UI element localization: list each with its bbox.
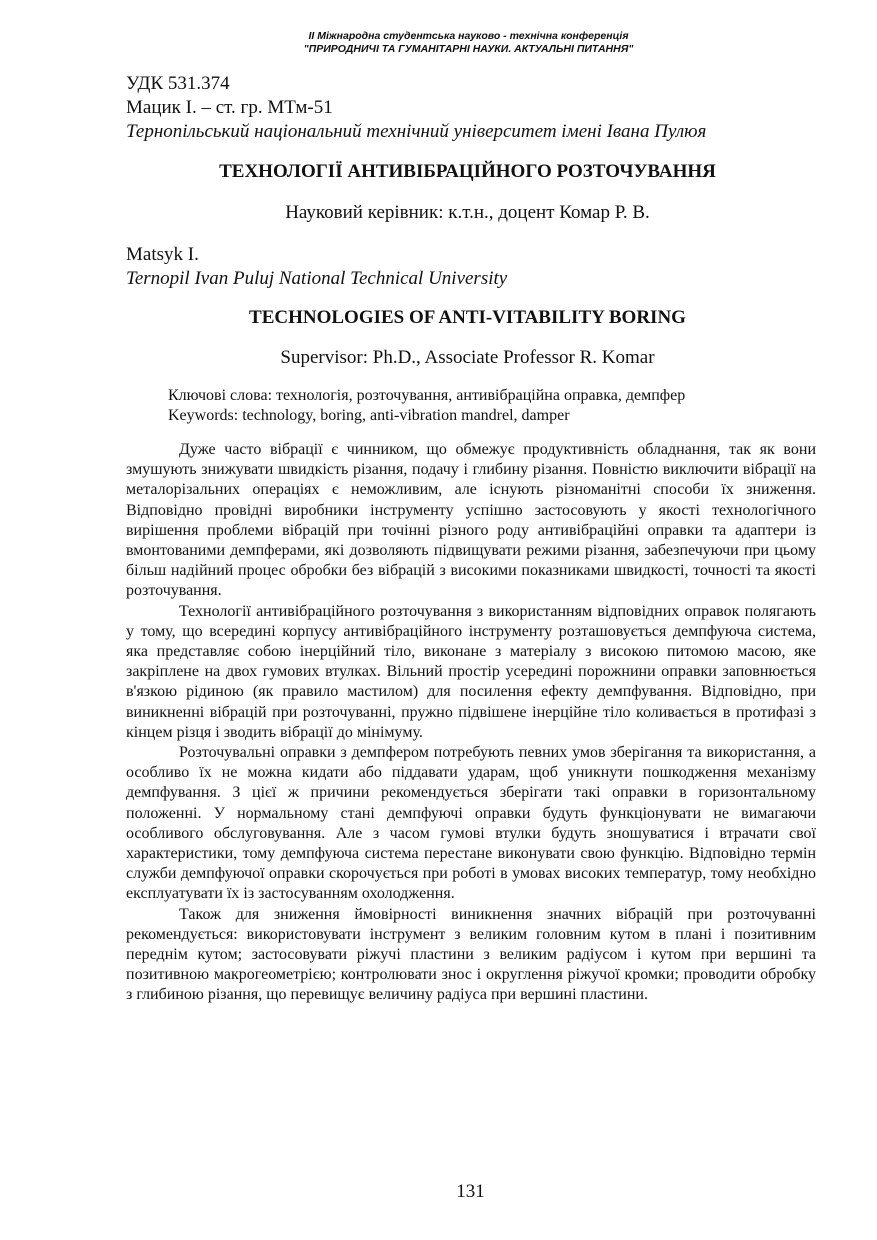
affiliation-en: Ternopil Ivan Puluj National Technical University bbox=[126, 268, 508, 289]
author-ua: Мацик І. – ст. гр. МТм-51 bbox=[126, 97, 333, 118]
conference-theme: "ПРИРОДНИЧІ ТА ГУМАНІТАРНІ НАУКИ. АКТУАЛЬНІ ПИТАННЯ" bbox=[303, 43, 634, 55]
paragraph: Розточувальні оправки з демпфером потребують певних умов зберігання та використання, а особливо їх не можна кидати або піддавати ударам, щоб уникнути пошкодження механізму демпфування. З цієї ж причини рекомендується зберігати такі оправки в горизонтальному положенні. У нормальному стані демпфуючі оправки будуть функціонувати не вимагаючи особливого обслуговування. Але з часом гумові втулки будуть зношуватися і втрачати свої характеристики, тому демпфуюча система перестане виконувати свою функцію. Відповідно термін служби демпфуючої оправки скорочується при роботі в умовах високих температур, тому необхідно експлуатувати їх із застосуванням охолодження. bbox=[126, 744, 816, 903]
paragraph: Технології антивібраційного розточування з використанням відповідних оправок полягають у тому, що всередині корпусу антивібраційного інструменту розташовується демпфуюча система, яка представляє собою інерційний тіло, виконане з матеріалу з високою питомою масою, яке закріплене на двох гумових втулках. Вільний простір усередині порожнини оправки заповнюється в'язкою рідиною (як правило мастилом) для посилення ефекту демпфування. Відповідно, при виникненні вібрацій при розточуванні, пружно підвішене інерційне тіло коливається в протифазі з кінцем різця і зводить вібрації до мінімуму. bbox=[126, 602, 816, 741]
supervisor-ua: Науковий керівник: к.т.н., доцент Комар Р. В. bbox=[285, 202, 650, 223]
supervisor-en: Supervisor: Ph.D., Associate Professor R. Komar bbox=[280, 347, 655, 368]
title-en: TECHNOLOGIES OF ANTI-VITABILITY BORING bbox=[249, 307, 686, 328]
affiliation-ua: Тернопільський національний технічний університет імені Івана Пулюя bbox=[126, 121, 707, 142]
paragraph: Також для зниження ймовірності виникнення значних вібрацій при розточуванні рекомендується: використовувати інструмент з великим головним кутом в плані і позитивним переднім кутом; застосовувати ріжучі пластини з великим радіусом і кутом при вершині та позитивною макрогеометрією; контролювати знос і округлення ріжучої кромки; проводити обробку з глибиною різання, що перевищує величину радіуса при вершині пластини. bbox=[126, 905, 816, 1004]
article-body bbox=[126, 440, 816, 1006]
page-number: 131 bbox=[456, 1181, 485, 1202]
conference-name: ІІ Міжнародна студентська науково - технічна конференція bbox=[308, 30, 629, 42]
author-en: Matsyk I. bbox=[126, 244, 199, 265]
running-header bbox=[0, 30, 877, 56]
keywords-en: Keywords: technology, boring, anti-vibration mandrel, damper bbox=[168, 407, 570, 424]
title-ua: ТЕХНОЛОГІЇ АНТИВІБРАЦІЙНОГО РОЗТОЧУВАННЯ bbox=[219, 161, 716, 182]
paragraph: Дуже часто вібрації є чинником, що обмежує продуктивність обладнання, так як вони змушують знижувати швидкість різання, подачу і глибину різання. Повністю виключити вібрації на металорізальних операціях є неможливим, але існують різноманітні способи їх зниження. Відповідно провідні виробники інструменту успішно застосовують у якості технологічного вирішення проблеми вібрацій при точінні різного роду антивібраційні оправки та адаптери із вмонтованими демпферами, які дозволяють підвищувати режими різання, забезпечуючи при цьому більш надійний процес обробки без вібрацій з високими показниками швидкості, точності та якості розточування. bbox=[126, 441, 816, 600]
udc-code: УДК 531.374 bbox=[126, 73, 230, 94]
keywords-ua: Ключові слова: технологія, розточування, антивібраційна оправка, демпфер bbox=[168, 387, 686, 404]
keywords-block bbox=[168, 386, 818, 426]
